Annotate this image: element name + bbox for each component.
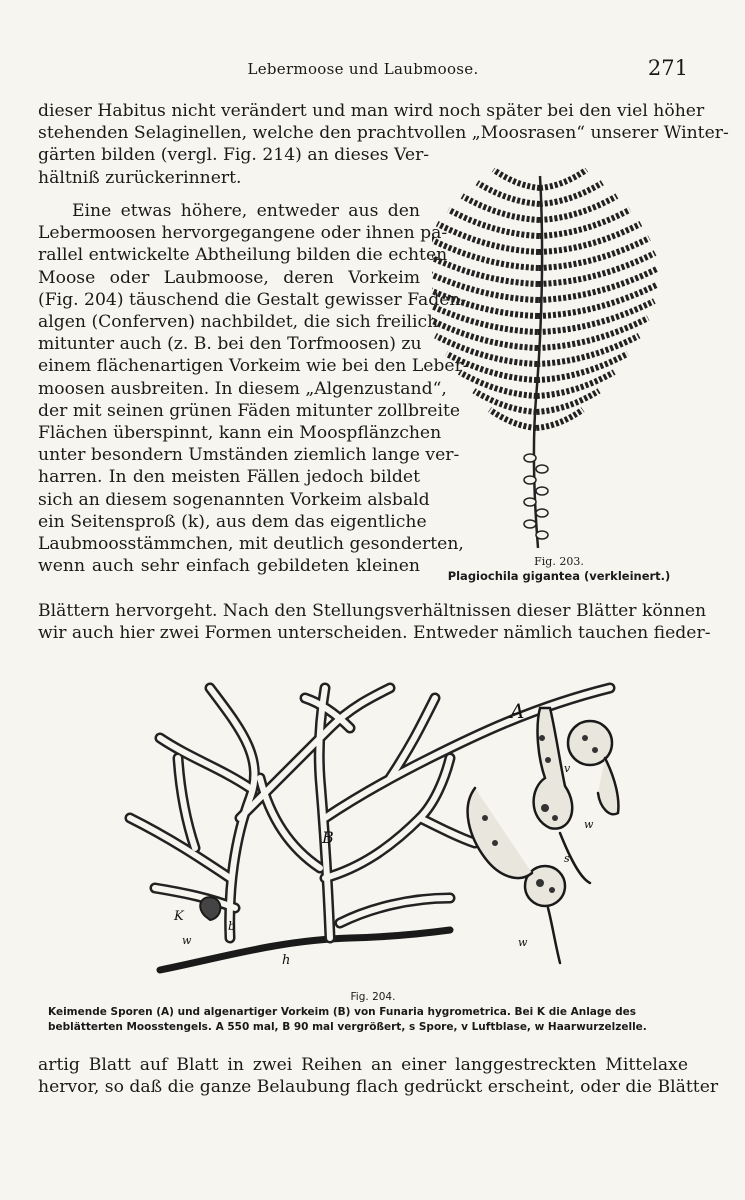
- text-line: gärten bilden (vergl. Fig. 214) an dieses Ver-: [38, 145, 430, 166]
- text-line: sich an diesem sogenannten Vorkeim alsbald: [38, 489, 430, 510]
- label-w-bottom: w: [518, 936, 528, 949]
- text-line: Eine etwas höhere, entweder aus den: [72, 201, 420, 221]
- text-line: Moose oder Laubmoose, deren Vorkeim: [38, 267, 420, 288]
- text-line: Laubmoosstämmchen, mit deutlich gesonderten,: [38, 534, 464, 555]
- figure-number: Fig. 204.: [350, 991, 396, 1003]
- text-line: ein Seitensproß (k), aus dem das eigentliche: [38, 511, 427, 532]
- label-w-right: w: [584, 818, 594, 831]
- text-line: artig Blatt auf Blatt in zwei Reihen an einer langgestreckten Mittelaxe: [38, 1055, 688, 1075]
- caption-line: beblätterten Moosstengels. A 550 mal, B 90 mal vergrößert, s Spore, v Luftblase, w Haarwurzelzelle.: [48, 1021, 647, 1033]
- text-line: unter besondern Umständen ziemlich lange ver-: [38, 445, 460, 466]
- text-line: Blättern hervorgeht. Nach den Stellungsverhältnissen dieser Blätter können: [38, 601, 707, 621]
- text-line: der mit seinen grünen Fäden mitunter zollbreite: [38, 400, 461, 421]
- text-line: wenn auch sehr einfach gebildeten kleinen: [38, 556, 420, 577]
- frond-leaflet: [524, 476, 536, 484]
- caption-line: Keimende Sporen (A) und algenartiger Vorkeim (B) von Funaria hygrometrica. Bei K die Anlage des: [48, 1006, 637, 1018]
- figure-203: [432, 168, 686, 588]
- frond-leaflet: [536, 487, 548, 495]
- label-k: K: [174, 909, 184, 924]
- text-line: Lebermoosen hervorgegangene oder ihnen pa-: [38, 223, 448, 244]
- frond-leaflet: [536, 531, 548, 539]
- text-line: rallel entwickelte Abtheilung bilden die echten: [38, 245, 448, 266]
- label-w-left: w: [182, 934, 192, 947]
- text-line: dieser Habitus nicht verändert und man wird noch später bei den viel höher: [38, 101, 705, 121]
- frond-pinna: [459, 372, 536, 396]
- frond-pinna: [477, 183, 540, 204]
- frond-pinna: [493, 170, 540, 188]
- frond-pinna: [540, 183, 603, 204]
- frond-leaflet: [536, 465, 548, 473]
- frond-pinna: [540, 170, 587, 188]
- text-line: harren. In den meisten Fällen jedoch bildet: [38, 467, 420, 488]
- label-h: h: [282, 953, 291, 968]
- figure-204-caption: [48, 990, 698, 1035]
- paragraph-3: [38, 600, 711, 644]
- figure-number: Fig. 203.: [534, 555, 584, 568]
- text-line: stehenden Selaginellen, welche den prachtvollen „Moosrasen“ unserer Winter-: [38, 123, 729, 144]
- figure-204: [90, 668, 650, 998]
- text-line: wir auch hier zwei Formen unterscheiden. Entweder nämlich tauchen fieder-: [38, 623, 711, 644]
- frond-pinna: [540, 196, 617, 220]
- text-line: Flächen überspinnt, kann ein Moospflänzchen: [38, 423, 442, 444]
- text-line: hältniß zurückerinnert.: [38, 167, 242, 188]
- text-line: einem flächenartigen Vorkeim wie bei den Leber-: [38, 356, 469, 377]
- text-line: (Fig. 204) täuschend die Gestalt gewisser Faden-: [38, 289, 467, 310]
- protonema-illustration: [90, 668, 650, 990]
- label-b-upper: B: [322, 828, 334, 847]
- text-line: algen (Conferven) nachbildet, die sich freilich: [38, 312, 439, 333]
- text-line: mitunter auch (z. B. bei den Torfmoosen) zu: [38, 334, 422, 355]
- frond-leaflet: [536, 509, 548, 517]
- frond-leaflet: [524, 520, 536, 528]
- frond-pinna: [537, 372, 614, 396]
- frond-leaflet: [524, 454, 536, 462]
- label-a: A: [510, 699, 525, 723]
- running-title: Lebermoose und Laubmoose.: [247, 60, 479, 78]
- label-b: b: [228, 919, 236, 933]
- page-number: 271: [647, 56, 688, 80]
- text-line: moosen ausbreiten. In diesem „Algenzustand“,: [38, 378, 447, 399]
- paragraph-2: [38, 200, 469, 577]
- text-line: hervor, so daß die ganze Belaubung flach gedrückt erscheint, oder die Blätter: [38, 1077, 719, 1098]
- plagiochila-illustration: [432, 168, 686, 553]
- label-s: s: [564, 852, 570, 865]
- label-v: v: [564, 762, 571, 775]
- paragraph-4: [38, 1054, 719, 1098]
- figure-caption: Plagiochila gigantea (verkleinert.): [447, 569, 671, 583]
- running-head: [38, 56, 688, 88]
- frond-leaflet: [524, 498, 536, 506]
